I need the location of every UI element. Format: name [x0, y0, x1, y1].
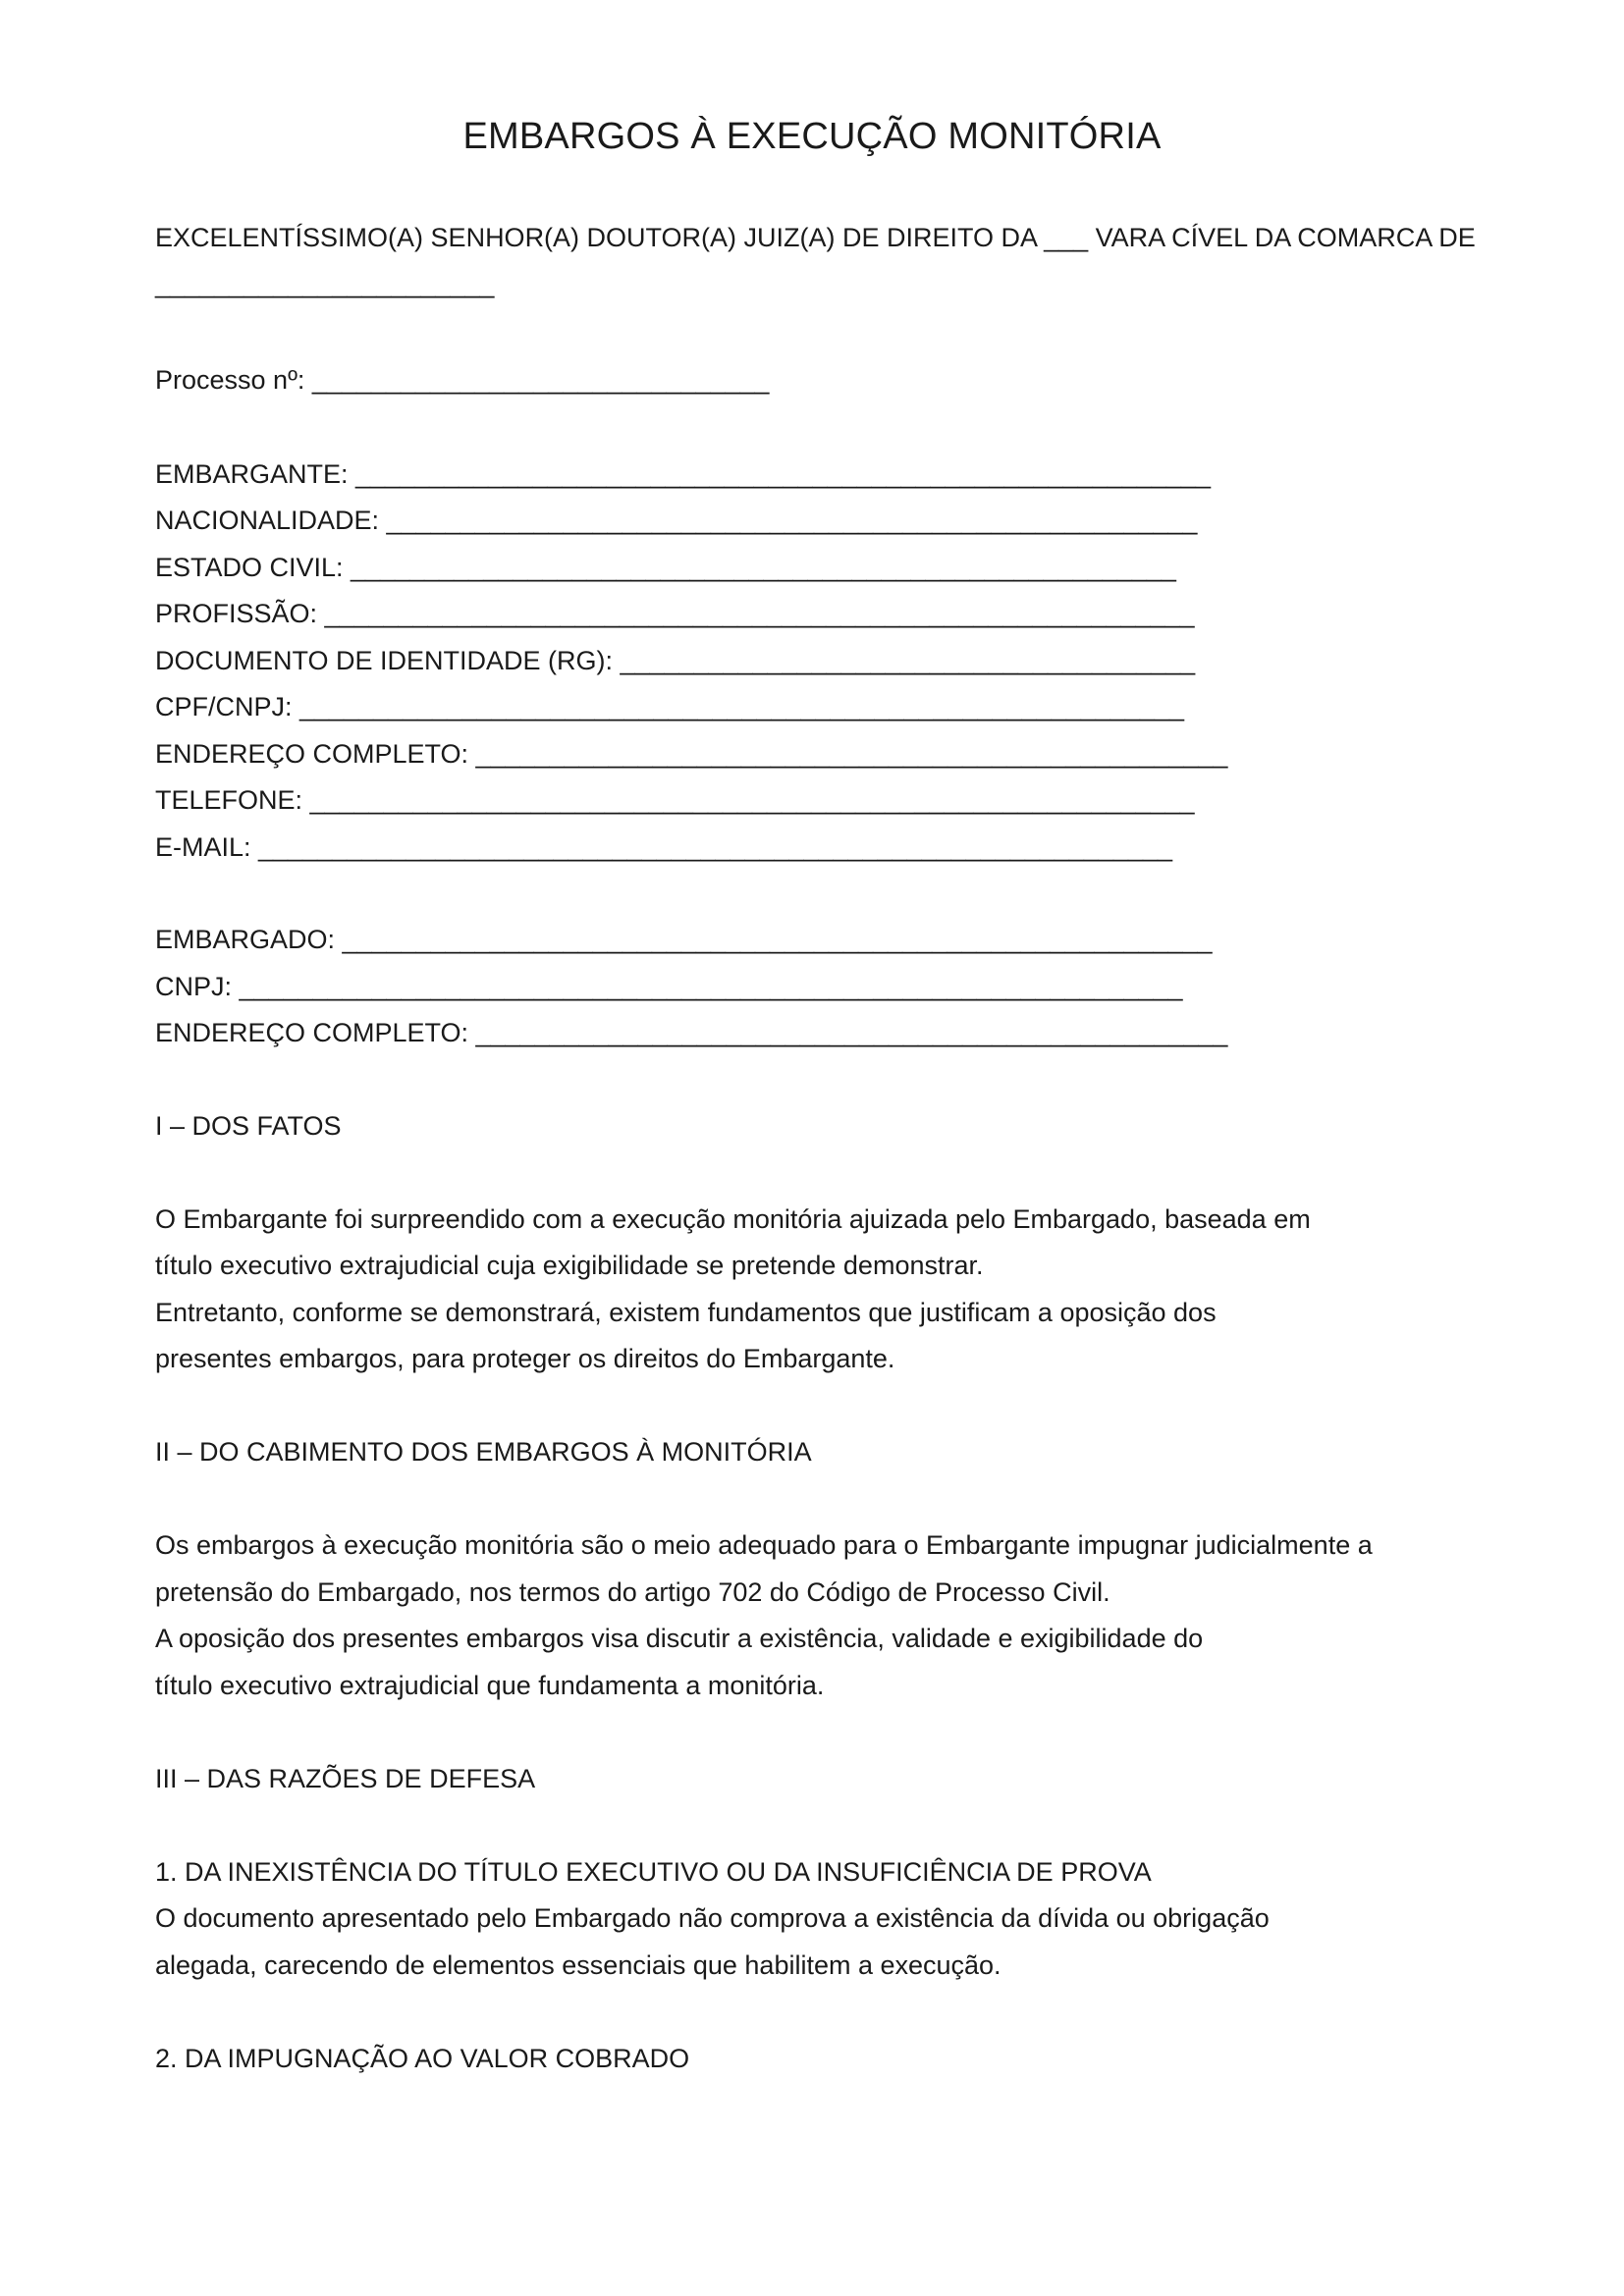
- embargado-field: EMBARGADO: ___________________________________________________________: [155, 925, 1213, 954]
- estado-civil-field: ESTADO CIVIL: ________________________________________________________: [155, 553, 1176, 582]
- telefone-field: TELEFONE: ____________________________________________________________: [155, 785, 1195, 815]
- section-heading-razoes: III – DAS RAZÕES DE DEFESA: [155, 1764, 536, 1793]
- paragraph-line: O Embargante foi surpreendido com a execução monitória ajuizada pelo Embargado, baseada em: [155, 1204, 1311, 1234]
- section-heading-cabimento: II – DO CABIMENTO DOS EMBARGOS À MONITÓRIA: [155, 1437, 812, 1467]
- paragraph-line: pretensão do Embargado, nos termos do artigo 702 do Código de Processo Civil.: [155, 1577, 1110, 1607]
- paragraph-line: presentes embargos, para proteger os direitos do Embargante.: [155, 1344, 895, 1373]
- embargante-address-field: ENDEREÇO COMPLETO: ___________________________________________________: [155, 739, 1228, 769]
- rg-field: DOCUMENTO DE IDENTIDADE (RG): _______________________________________: [155, 646, 1196, 675]
- court-address-line: EXCELENTÍSSIMO(A) SENHOR(A) DOUTOR(A) JUIZ(A) DE DIREITO DA ___ VARA CÍVEL DA COMARCA DE: [155, 223, 1476, 252]
- profissao-field: PROFISSÃO: ___________________________________________________________: [155, 599, 1195, 628]
- comarca-blank: _______________________: [155, 269, 495, 298]
- subsection-heading-inexistencia: 1. DA INEXISTÊNCIA DO TÍTULO EXECUTIVO OU DA INSUFICIÊNCIA DE PROVA: [155, 1857, 1152, 1887]
- paragraph-line: A oposição dos presentes embargos visa discutir a existência, validade e exigibilidade do: [155, 1624, 1204, 1653]
- process-number: Processo nº: _______________________________: [155, 365, 770, 395]
- paragraph-line: O documento apresentado pelo Embargado não comprova a existência da dívida ou obrigação: [155, 1903, 1270, 1933]
- paragraph-line: alegada, carecendo de elementos essenciais que habilitem a execução.: [155, 1950, 1001, 1980]
- paragraph-line: título executivo extrajudicial cuja exigibilidade se pretende demonstrar.: [155, 1251, 984, 1280]
- paragraph-line: Entretanto, conforme se demonstrará, existem fundamentos que justificam a oposição dos: [155, 1298, 1217, 1327]
- email-field: E-MAIL: ______________________________________________________________: [155, 832, 1173, 862]
- embargante-field: EMBARGANTE: __________________________________________________________: [155, 459, 1211, 489]
- document-title: EMBARGOS À EXECUÇÃO MONITÓRIA: [462, 116, 1162, 157]
- section-heading-fatos: I – DOS FATOS: [155, 1111, 342, 1141]
- paragraph-line: Os embargos à execução monitória são o meio adequado para o Embargante impugnar judicialmente a: [155, 1530, 1373, 1560]
- cpf-cnpj-field: CPF/CNPJ: ____________________________________________________________: [155, 692, 1184, 721]
- paragraph-line: título executivo extrajudicial que fundamenta a monitória.: [155, 1671, 825, 1700]
- subsection-heading-impugnacao: 2. DA IMPUGNAÇÃO AO VALOR COBRADO: [155, 2044, 690, 2073]
- embargado-cnpj-field: CNPJ: ________________________________________________________________: [155, 972, 1183, 1001]
- embargado-address-field: ENDEREÇO COMPLETO: ___________________________________________________: [155, 1018, 1228, 1047]
- nacionalidade-field: NACIONALIDADE: _______________________________________________________: [155, 506, 1198, 535]
